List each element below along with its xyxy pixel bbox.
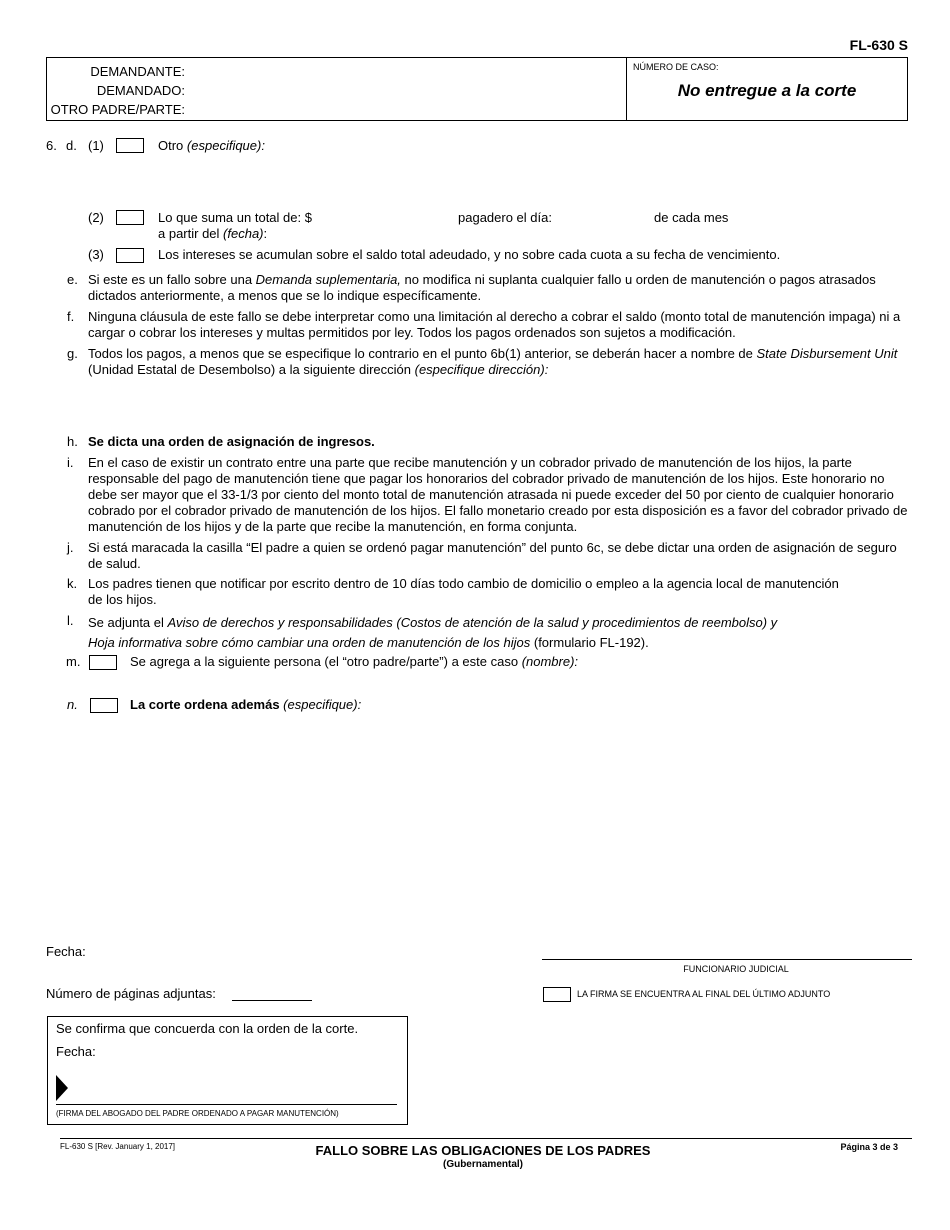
item-g-sdu: State Disbursement Unit bbox=[756, 346, 898, 361]
footer-divider bbox=[60, 1138, 912, 1139]
item-f-text: Ninguna cláusula de este fallo se debe interpretar como una limitación al derecho a cobrar el saldo (monto total de manutención impaga) ni a cargar o cobrar los intereses y multas permitidos por ley. Todos los pagos ordenados son sujetos a modificación. bbox=[88, 309, 901, 340]
item-g-part3: (Unidad Estatal de Desembolso) a la siguiente dirección bbox=[88, 362, 415, 377]
confirmation-box bbox=[47, 1016, 408, 1125]
option-2-colon: : bbox=[263, 226, 268, 241]
respondent-label: DEMANDADO: bbox=[96, 83, 185, 98]
option-1-label: Otro bbox=[158, 138, 184, 153]
caption-box bbox=[46, 57, 908, 121]
form-id: FL-630 S bbox=[849, 37, 908, 53]
option-3-checkbox[interactable] bbox=[116, 248, 144, 263]
item-m-text bbox=[130, 654, 578, 669]
attorney-signature-line[interactable] bbox=[56, 1104, 397, 1105]
date-label: Fecha: bbox=[46, 944, 86, 959]
item-m-checkbox[interactable] bbox=[89, 655, 117, 670]
item-n-court-orders: La corte ordena además bbox=[130, 697, 280, 712]
item-i-letter: i. bbox=[67, 455, 74, 470]
item-e-letter: e. bbox=[67, 272, 78, 287]
item-h-letter: h. bbox=[67, 434, 78, 449]
option-2-checkbox[interactable] bbox=[116, 210, 144, 225]
item-6-number: 6. bbox=[46, 138, 57, 153]
option-2-date: (fecha) bbox=[223, 226, 264, 241]
case-number-value: No entregue a la corte bbox=[677, 81, 857, 100]
attorney-signature-caption: (FIRMA DEL ABOGADO DEL PADRE ORDENADO A PAGAR MANUTENCIÓN) bbox=[56, 1109, 339, 1118]
option-2-from bbox=[158, 226, 267, 241]
pages-attached-field[interactable] bbox=[232, 1000, 312, 1001]
party-names-cell bbox=[47, 58, 627, 120]
option-2-payable: pagadero el día: bbox=[458, 210, 552, 225]
option-2-each-month: de cada mes bbox=[654, 210, 729, 225]
footer-title: FALLO SOBRE LAS OBLIGACIONES DE LOS PADRES bbox=[315, 1143, 651, 1158]
footer-subtitle: (Gubernamental) bbox=[442, 1159, 523, 1170]
signature-arrow-icon bbox=[56, 1075, 68, 1101]
item-e-part1: Si este es un fallo sobre una bbox=[88, 272, 256, 287]
signature-end-note: LA FIRMA SE ENCUENTRA AL FINAL DEL ÚLTIMO ADJUNTO bbox=[577, 989, 831, 999]
item-l-notice: Aviso de derechos y responsabilidades (Costos de atención de la salud y procedimientos de reembolso) y bbox=[167, 615, 778, 630]
option-1-specify: (especifique): bbox=[186, 138, 265, 153]
option-2-from-label: a partir del bbox=[158, 226, 220, 241]
item-k-text: Los padres tienen que notificar por escrito dentro de 10 días todo cambio de domicilio o empleo a la agencia local de manutención de los hijos. bbox=[88, 576, 839, 607]
confirmation-title: Se confirma que concuerda con la orden de la corte. bbox=[56, 1021, 359, 1036]
option-2-number: (2) bbox=[88, 210, 104, 225]
item-e-text bbox=[88, 272, 910, 304]
item-g-letter: g. bbox=[67, 346, 78, 361]
option-2-total: Lo que suma un total de: $ bbox=[158, 210, 312, 225]
item-n-checkbox[interactable] bbox=[90, 698, 118, 713]
item-m-part1: Se agrega a la siguiente persona (el “otro padre/parte”) a este caso bbox=[130, 654, 522, 669]
item-l-form: (formulario FL-192). bbox=[530, 635, 649, 650]
pages-attached-label: Número de páginas adjuntas: bbox=[46, 986, 216, 1001]
item-j-text: Si está maracada la casilla “El padre a quien se ordenó pagar manutención” del punto 6c, se debe dictar una orden de asignación de seguro de salud. bbox=[88, 540, 897, 571]
item-e-supplemental: Demanda suplementaria, bbox=[255, 272, 401, 287]
item-l-text bbox=[88, 613, 908, 653]
petitioner-label: DEMANDANTE: bbox=[90, 64, 185, 79]
item-l-part1: Se adjunta el bbox=[88, 615, 168, 630]
item-m-name: (nombre): bbox=[521, 654, 579, 669]
form-revision: FL-630 S [Rev. January 1, 2017] bbox=[60, 1142, 176, 1151]
item-m-letter: m. bbox=[66, 654, 81, 669]
item-g-specify: (especifique dirección): bbox=[414, 362, 549, 377]
item-e-part3: no modifica ni suplanta cualquier fallo u orden de manutención o pagos atrasados dictados anteriormente, a menos que se lo indique específicamente. bbox=[88, 272, 876, 303]
other-party-label: OTRO PADRE/PARTE: bbox=[50, 102, 185, 117]
option-1-number: (1) bbox=[88, 138, 104, 153]
item-h-text: Se dicta una orden de asignación de ingresos. bbox=[88, 434, 375, 449]
item-n-specify: (especifique): bbox=[279, 697, 362, 712]
item-n-letter: n. bbox=[67, 697, 78, 712]
option-3-number: (3) bbox=[88, 247, 104, 262]
officer-signature-line[interactable] bbox=[542, 959, 912, 960]
item-l-letter: l. bbox=[67, 613, 74, 628]
item-n-text bbox=[130, 697, 361, 712]
item-l-info-sheet: Hoja informativa sobre cómo cambiar una orden de manutención de los hijos bbox=[88, 635, 531, 650]
option-1-text bbox=[158, 138, 265, 153]
option-1-checkbox[interactable] bbox=[116, 138, 144, 153]
item-f-letter: f. bbox=[67, 309, 75, 324]
confirmation-date-label: Fecha: bbox=[56, 1044, 96, 1059]
option-3-text: Los intereses se acumulan sobre el saldo total adeudado, y no sobre cada cuota a su fecha de vencimiento. bbox=[158, 247, 781, 262]
case-number-label: NÚMERO DE CASO: bbox=[633, 62, 719, 72]
item-g-part1: Todos los pagos, a menos que se especifique lo contrario en el punto 6b(1) anterior, se deberán hacer a nombre de bbox=[88, 346, 757, 361]
officer-label: FUNCIONARIO JUDICIAL bbox=[683, 964, 789, 974]
item-j-letter: j. bbox=[67, 540, 74, 555]
item-g-text bbox=[88, 346, 910, 378]
item-d-letter: d. bbox=[66, 138, 77, 153]
signature-end-checkbox[interactable] bbox=[543, 987, 571, 1002]
item-k-letter: k. bbox=[67, 576, 78, 591]
page-number: Página 3 de 3 bbox=[840, 1142, 898, 1152]
item-i-text: En el caso de existir un contrato entre una parte que recibe manutención y un cobrador privado de manutención de los hijos, la parte responsable del pago de manutención tiene que pagar los honorarios del cobrador privado de manutención de los hijos. Este honorario no debe ser mayor que el 33-1/3 por ciento del monto total de manutención atrasada ni puede exceder del 50 por ciento de cualquier honorario cobrado por el cobrador privado de manutención de los hijos. El fallo monetario creado por esta disposición es a favor del cobrador privado de manutención de los hijos y de la parte que recibe la manutención, en forma conjunta. bbox=[88, 455, 908, 534]
